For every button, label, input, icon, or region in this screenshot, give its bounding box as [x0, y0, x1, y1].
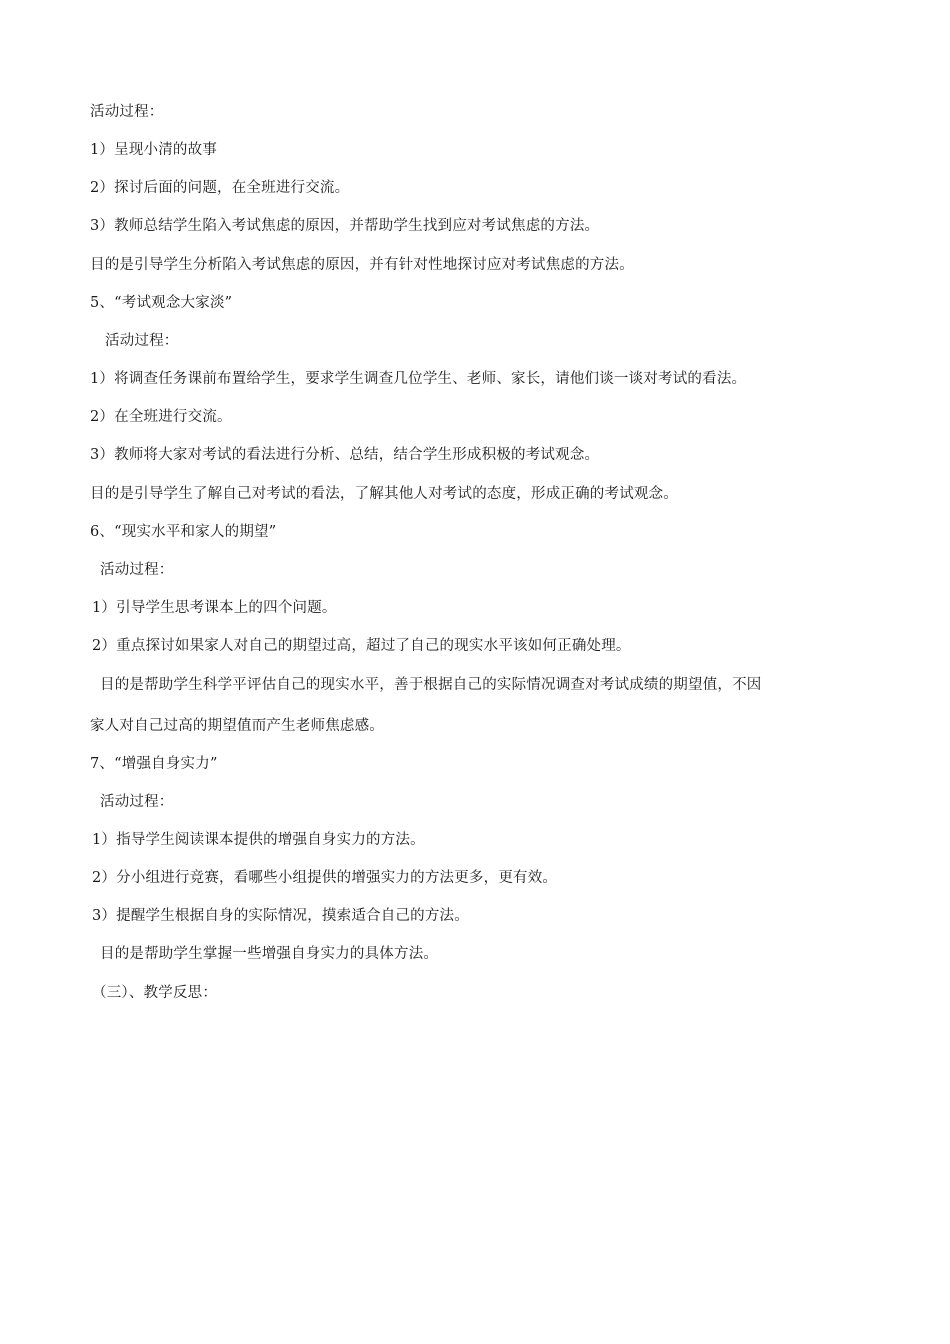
- step-3: 3）教师总结学生陷入考试焦虑的原因，并帮助学生找到应对考试焦虑的方法。: [90, 218, 600, 234]
- activity-process-label: 活动过程：: [105, 333, 179, 349]
- step-2: 2）在全班进行交流。: [90, 409, 232, 425]
- step-1: 1）呈现小清的故事: [90, 142, 218, 158]
- step-3: 3）提醒学生根据自身的实际情况，摸索适合自己的方法。: [92, 908, 469, 924]
- step-2: 2）探讨后面的问题，在全班进行交流。: [90, 180, 350, 196]
- activity-process-label: 活动过程：: [100, 794, 174, 810]
- purpose-text: 目的是引导学生了解自己对考试的看法，了解其他人对考试的态度，形成正确的考试观念。: [90, 486, 678, 502]
- step-1: 1）指导学生阅读课本提供的增强自身实力的方法。: [92, 832, 425, 848]
- section-7-heading: 7、“增强自身实力”: [90, 756, 218, 772]
- section-6-heading: 6、“现实水平和家人的期望”: [90, 524, 277, 540]
- activity-process-label: 活动过程：: [100, 562, 174, 578]
- purpose-text: 目的是帮助学生科学平评估自己的现实水平，善于根据自己的实际情况调查对考试成绩的期望值，不因: [100, 677, 762, 693]
- step-1: 1）将调查任务课前布置给学生，要求学生调查几位学生、老师、家长，请他们谈一谈对考试的看法。: [90, 371, 747, 387]
- activity-process-label: 活动过程：: [90, 104, 164, 120]
- teaching-reflection-heading: （三）、教学反思：: [92, 985, 218, 1001]
- purpose-text-continued: 家人对自己过高的期望值而产生老师焦虑感。: [90, 718, 384, 734]
- step-2: 2）重点探讨如果家人对自己的期望过高，超过了自己的现实水平该如何正确处理。: [92, 638, 631, 654]
- section-5-heading: 5、“考试观念大家淡”: [90, 295, 233, 311]
- purpose-text: 目的是引导学生分析陷入考试焦虑的原因，并有针对性地探讨应对考试焦虑的方法。: [90, 257, 634, 273]
- step-2: 2）分小组进行竞赛，看哪些小组提供的增强实力的方法更多，更有效。: [92, 870, 558, 886]
- step-3: 3）教师将大家对考试的看法进行分析、总结，结合学生形成积极的考试观念。: [90, 447, 600, 463]
- step-1: 1）引导学生思考课本上的四个问题。: [92, 600, 337, 616]
- purpose-text: 目的是帮助学生掌握一些增强自身实力的具体方法。: [100, 946, 439, 962]
